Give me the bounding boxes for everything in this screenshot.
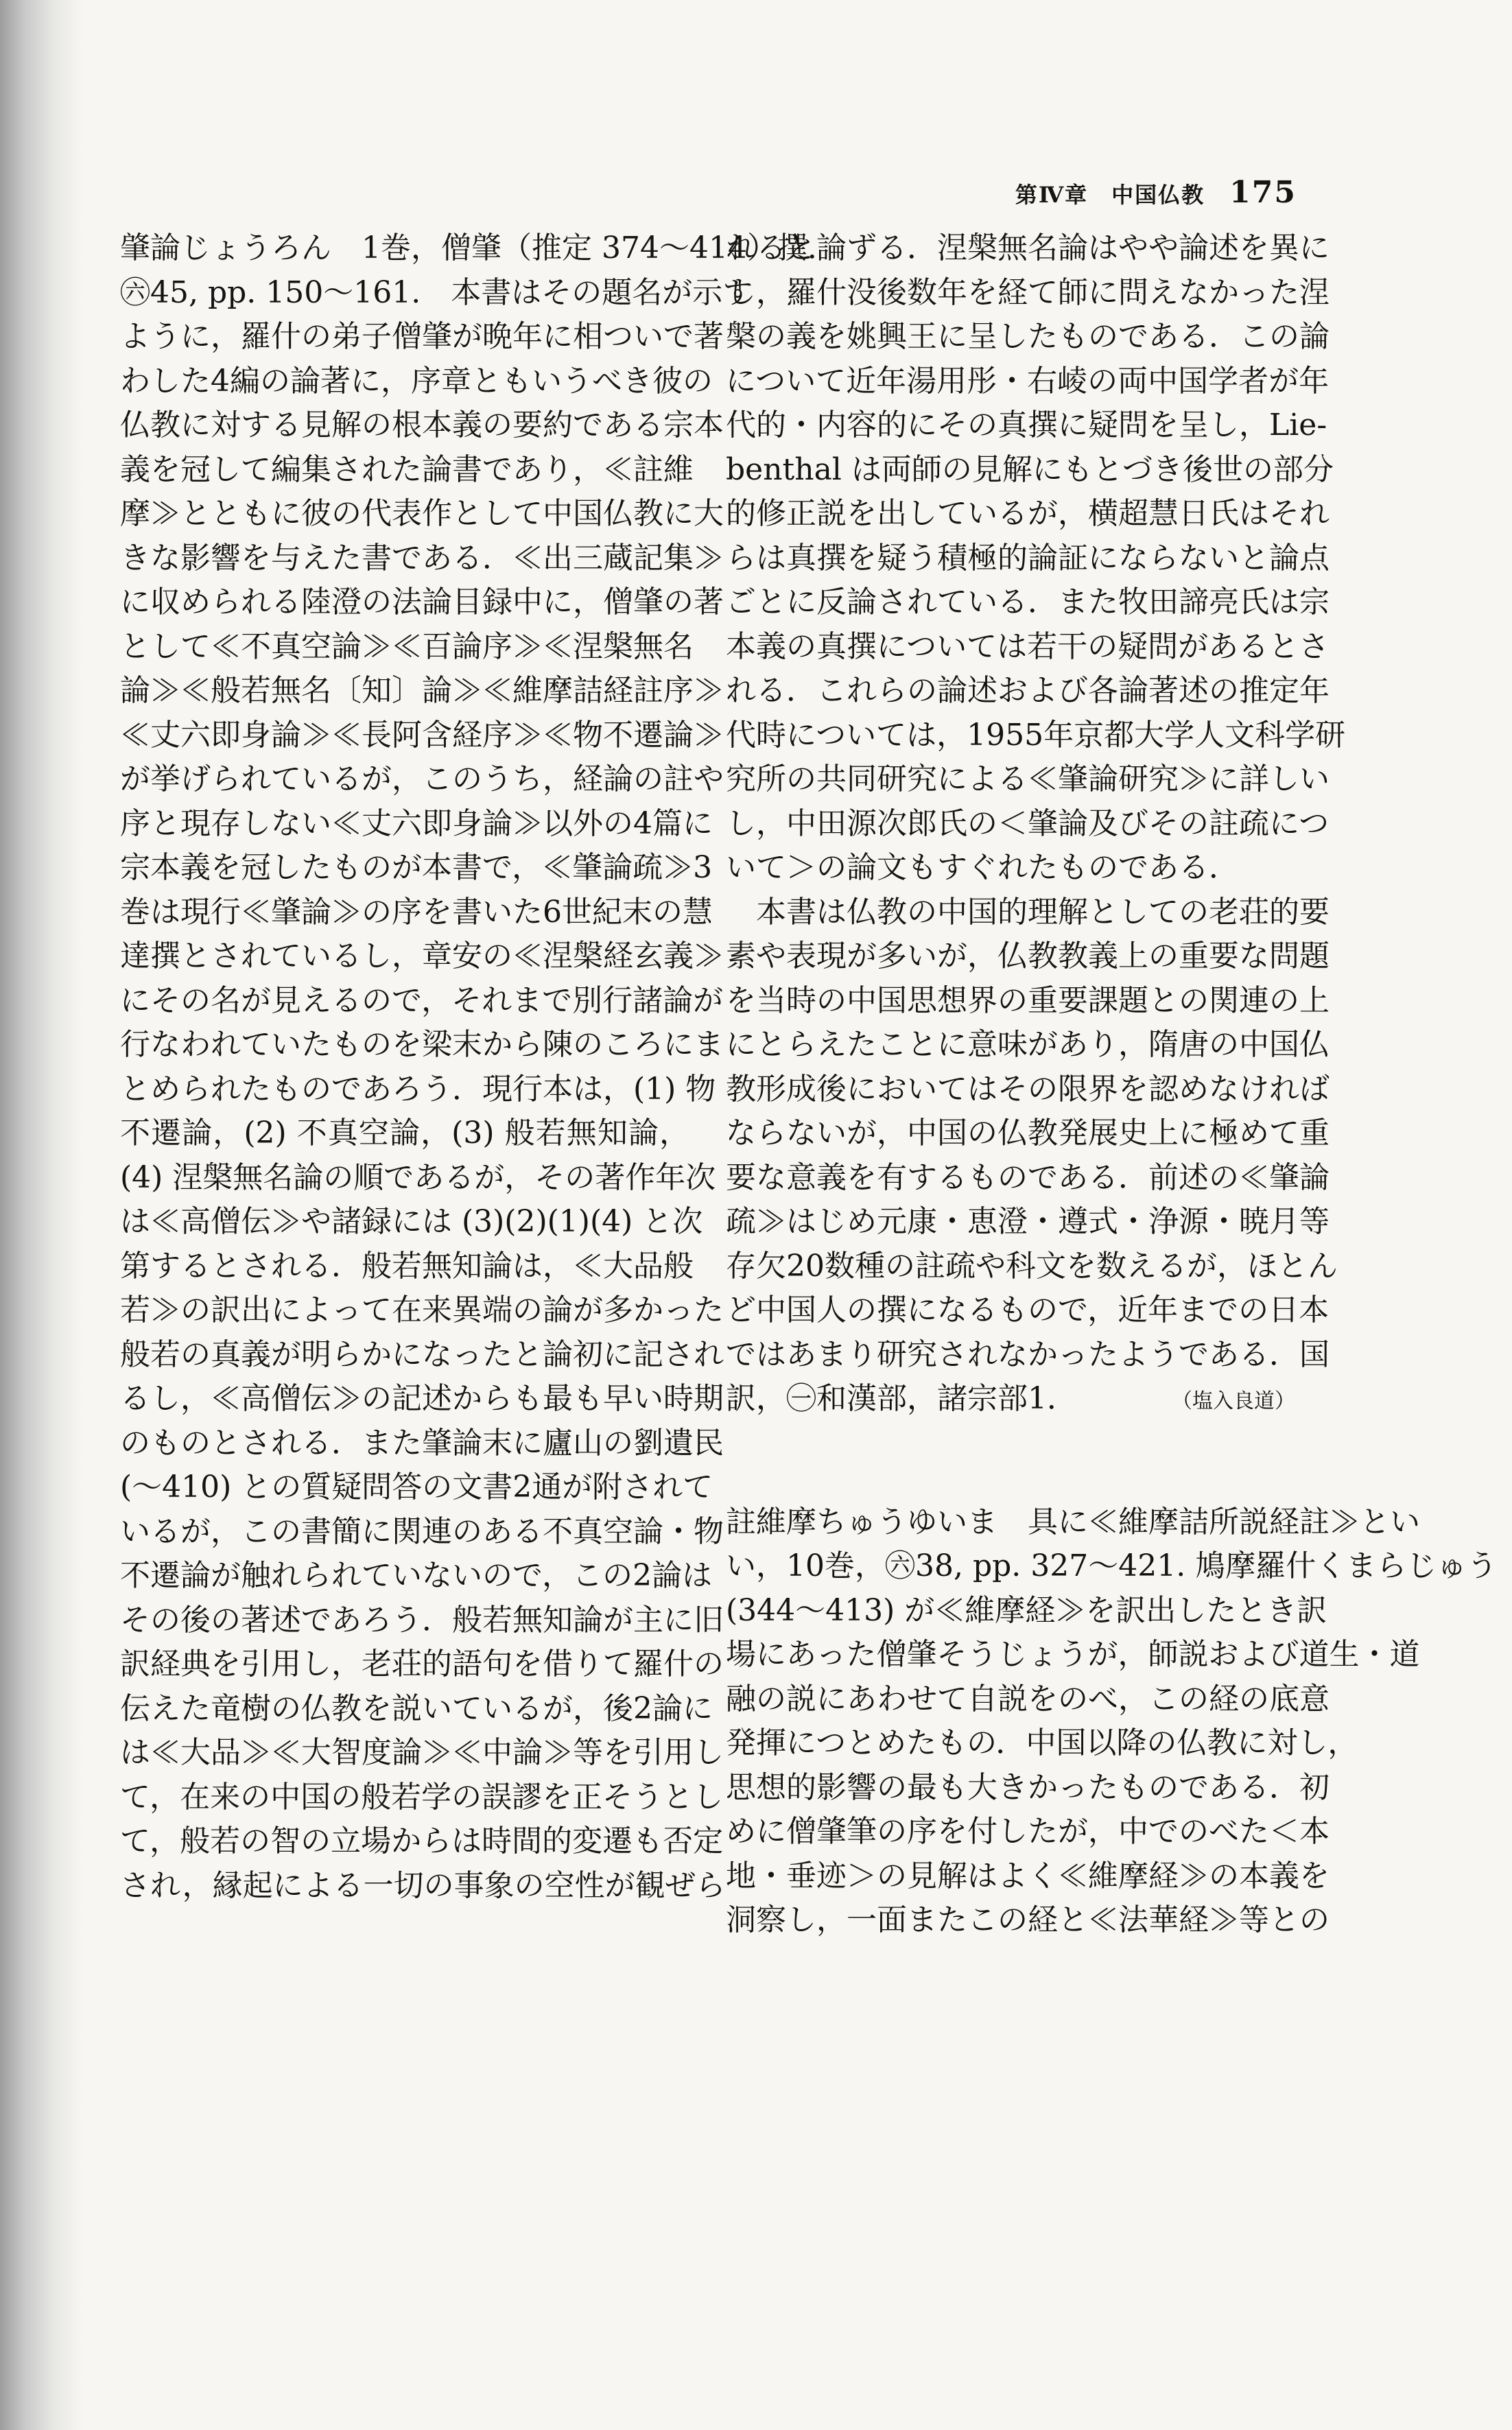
text-line: に収められる陸澄の法論目録中に，僧肇の著: [120, 585, 724, 620]
text-line: いるが，この書簡に関連のある不真空論・物: [120, 1513, 724, 1549]
text-line: にその名が見えるので，それまで別行諸論が: [120, 982, 724, 1018]
text-line: 若≫の訳出によって在来異端の論が多かった: [120, 1293, 724, 1328]
text-line: にとらえたことに意味があり，隋唐の中国仏: [726, 1027, 1330, 1062]
scan-shadow-edge: [0, 0, 82, 2430]
text-line: 序と現存しない≪丈六即身論≫以外の4篇に: [120, 805, 713, 841]
text-line: ≪丈六即身論≫≪長阿含経序≫≪物不遷論≫: [120, 717, 724, 753]
text-line: benthal は両師の見解にもとづき後世の部分: [726, 451, 1334, 487]
text-line: のものとされる．また肇論末に廬山の劉遺民: [120, 1425, 724, 1461]
text-line: 巻は現行≪肇論≫の序を書いた6世紀末の慧: [120, 894, 713, 930]
text-line: 宗本義を冠したものが本書で，≪肇論疏≫3: [120, 850, 713, 885]
text-line: は≪大品≫≪大智度論≫≪中論≫等を引用し: [120, 1735, 724, 1770]
text-line: 思想的影響の最も大きかったものである．初: [726, 1769, 1330, 1805]
text-line: し，中田源次郎氏の＜肇論及びその註疏につ: [726, 805, 1330, 841]
text-line: 仏教に対する見解の根本義の要約である宗本: [120, 408, 724, 443]
text-line: 伝えた竜樹の仏教を説いているが，後2論に: [120, 1690, 713, 1726]
text-line: い，10巻，㊅38, pp. 327～421. 鳩摩羅什くまらじゅう: [726, 1548, 1498, 1583]
text-line: 義を冠して編集された論書であり，≪註維: [120, 451, 694, 487]
text-line: 発揮につとめたもの．中国以降の仏教に対し，: [726, 1725, 1358, 1760]
text-line: ならないが，中国の仏教発展史上に極めて重: [726, 1116, 1330, 1151]
text-line: ように，羅什の弟子僧肇が晩年に相ついで著: [120, 319, 724, 354]
text-line: は≪高僧伝≫や諸録には (3)(2)(1)(4) と次: [120, 1204, 703, 1239]
text-line: 第するとされる．般若無知論は，≪大品般: [120, 1248, 694, 1284]
text-line: とめられたものであろう．現行本は，(1) 物: [120, 1071, 716, 1107]
text-line: 不遷論が触れられていないので，この2論は: [120, 1558, 713, 1593]
author-signature: （塩入良道）: [1172, 1389, 1295, 1413]
text-line: 洞察し，一面またこの経と≪法華経≫等との: [726, 1902, 1330, 1937]
text-line: て，在来の中国の般若学の誤謬を正そうとし: [120, 1779, 724, 1815]
left-column: [120, 226, 838, 1908]
chapter-title: 第Ⅳ章 中国仏教: [1015, 182, 1205, 208]
text-line: され，縁起による一切の事象の空性が観ぜら: [120, 1867, 726, 1903]
text-line: 究所の共同研究による≪肇論研究≫に詳しい: [726, 762, 1330, 797]
text-line: 要な意義を有するものである．前述の≪肇論: [726, 1159, 1330, 1195]
text-line: 代的・内容的にその真撰に疑問を呈し，Lie-: [726, 408, 1327, 443]
text-line: ごとに反論されている．また牧田諦亮氏は宗: [726, 585, 1330, 620]
text-line: 場にあった僧肇そうじょうが，師説および道生・道: [726, 1637, 1420, 1672]
entry-chuyuima: [726, 1500, 1498, 1943]
text-line: て，般若の智の立場からは時間的変遷も否定: [120, 1824, 724, 1859]
text-line: 不遷論，(2) 不真空論，(3) 般若無知論，: [120, 1116, 689, 1151]
text-line: その後の著述であろう．般若無知論が主に旧: [120, 1602, 724, 1638]
text-line: らは真撰を疑う積極的論証にならないと論点: [726, 540, 1330, 576]
text-line: が挙げられているが，このうち，経論の註や: [120, 762, 724, 797]
text-line: し，羅什没後数年を経て師に問えなかった涅: [726, 274, 1330, 310]
text-line: 的修正説を出しているが，横超慧日氏はそれ: [726, 496, 1330, 531]
text-line: について近年湯用彤・右崚の両中国学者が年: [726, 363, 1330, 399]
text-line: 素や表現が多いが，仏教教義上の重要な問題: [726, 939, 1330, 974]
text-line: (344～413) が≪維摩経≫を訳出したとき訳: [726, 1592, 1327, 1628]
text-line: 摩≫とともに彼の代表作として中国仏教に大: [120, 496, 724, 531]
text-line: 本義の真撰については若干の疑問があるとさ: [726, 628, 1330, 664]
text-line: 般若の真義が明らかになったと論初に記され: [120, 1336, 724, 1372]
text-line: 行なわれていたものを梁末から陳のころにま: [120, 1027, 724, 1062]
text-line: ではあまり研究されなかったようである．国: [726, 1336, 1330, 1372]
text-line: 存欠20数種の註疏や科文を数えるが，ほとん: [726, 1248, 1338, 1284]
text-line: ど中国人の撰になるもので，近年までの日本: [726, 1293, 1330, 1328]
text-line: 訳，㊀和漢部，諸宗部1． （塩入良道）: [726, 1377, 1295, 1422]
text-line: れる．これらの論述および各論著述の推定年: [726, 673, 1330, 708]
text-line: 融の説にあわせて自説をのべ，この経の底意: [726, 1681, 1330, 1717]
page-header: [974, 175, 1297, 216]
entry-jouron-continued: [726, 226, 1346, 1422]
text-line: ㊅45, pp. 150～161. 本書はその題名が示す: [120, 274, 753, 310]
text-line: るし，≪高僧伝≫の記述からも最も早い時期: [120, 1381, 724, 1416]
text-line: きな影響を与えた書である．≪出三蔵記集≫: [120, 540, 724, 576]
text-line: いて＞の論文もすぐれたものである．: [726, 850, 1239, 885]
text-line: 槃の義を姚興王に呈したものである．この論: [726, 319, 1330, 354]
text-line: れると論ずる．涅槃無名論はやや論述を異に: [726, 231, 1330, 266]
text-line: 教形成後においてはその限界を認めなければ: [726, 1071, 1330, 1107]
text-line: として≪不真空論≫≪百論序≫≪涅槃無名: [120, 628, 694, 664]
text-line: 疏≫はじめ元康・恵澄・遵式・浄源・暁月等: [726, 1204, 1330, 1239]
text-line: 肇論じょうろん 1巻，僧肇（推定 374～414）撰．: [120, 231, 838, 266]
text-line: 論≫≪般若無名〔知〕論≫≪維摩詰経註序≫: [120, 673, 724, 708]
text-line: 代時については，1955年京都大学人文科学研: [726, 717, 1346, 753]
text-line: (4) 涅槃無名論の順であるが，その著作年次: [120, 1159, 716, 1195]
text-line: (～410) との質疑問答の文書2通が附されて: [120, 1470, 713, 1505]
entry-separator: [726, 1422, 1295, 1500]
page-number: 175: [1229, 175, 1297, 210]
text-line: めに僧肇筆の序を付したが，中でのべた＜本: [726, 1814, 1330, 1849]
text-line: 本書は仏教の中国的理解としての老荘的要: [726, 894, 1330, 930]
text-line: 地・垂迹＞の見解はよく≪維摩経≫の本義を: [726, 1858, 1330, 1894]
text-line: 註維摩ちゅうゆいま 具に≪維摩詰所説経註≫とい: [726, 1504, 1420, 1540]
right-column: [726, 226, 1498, 1943]
text-line: 訳経典を引用し，老荘的語句を借りて羅什の: [120, 1647, 724, 1682]
text-line: 達撰とされているし，章安の≪涅槃経玄義≫: [120, 939, 724, 974]
text-line: わした4編の論著に，序章ともいうべき彼の: [120, 363, 713, 399]
text-line: を当時の中国思想界の重要課題との関連の上: [726, 982, 1330, 1018]
